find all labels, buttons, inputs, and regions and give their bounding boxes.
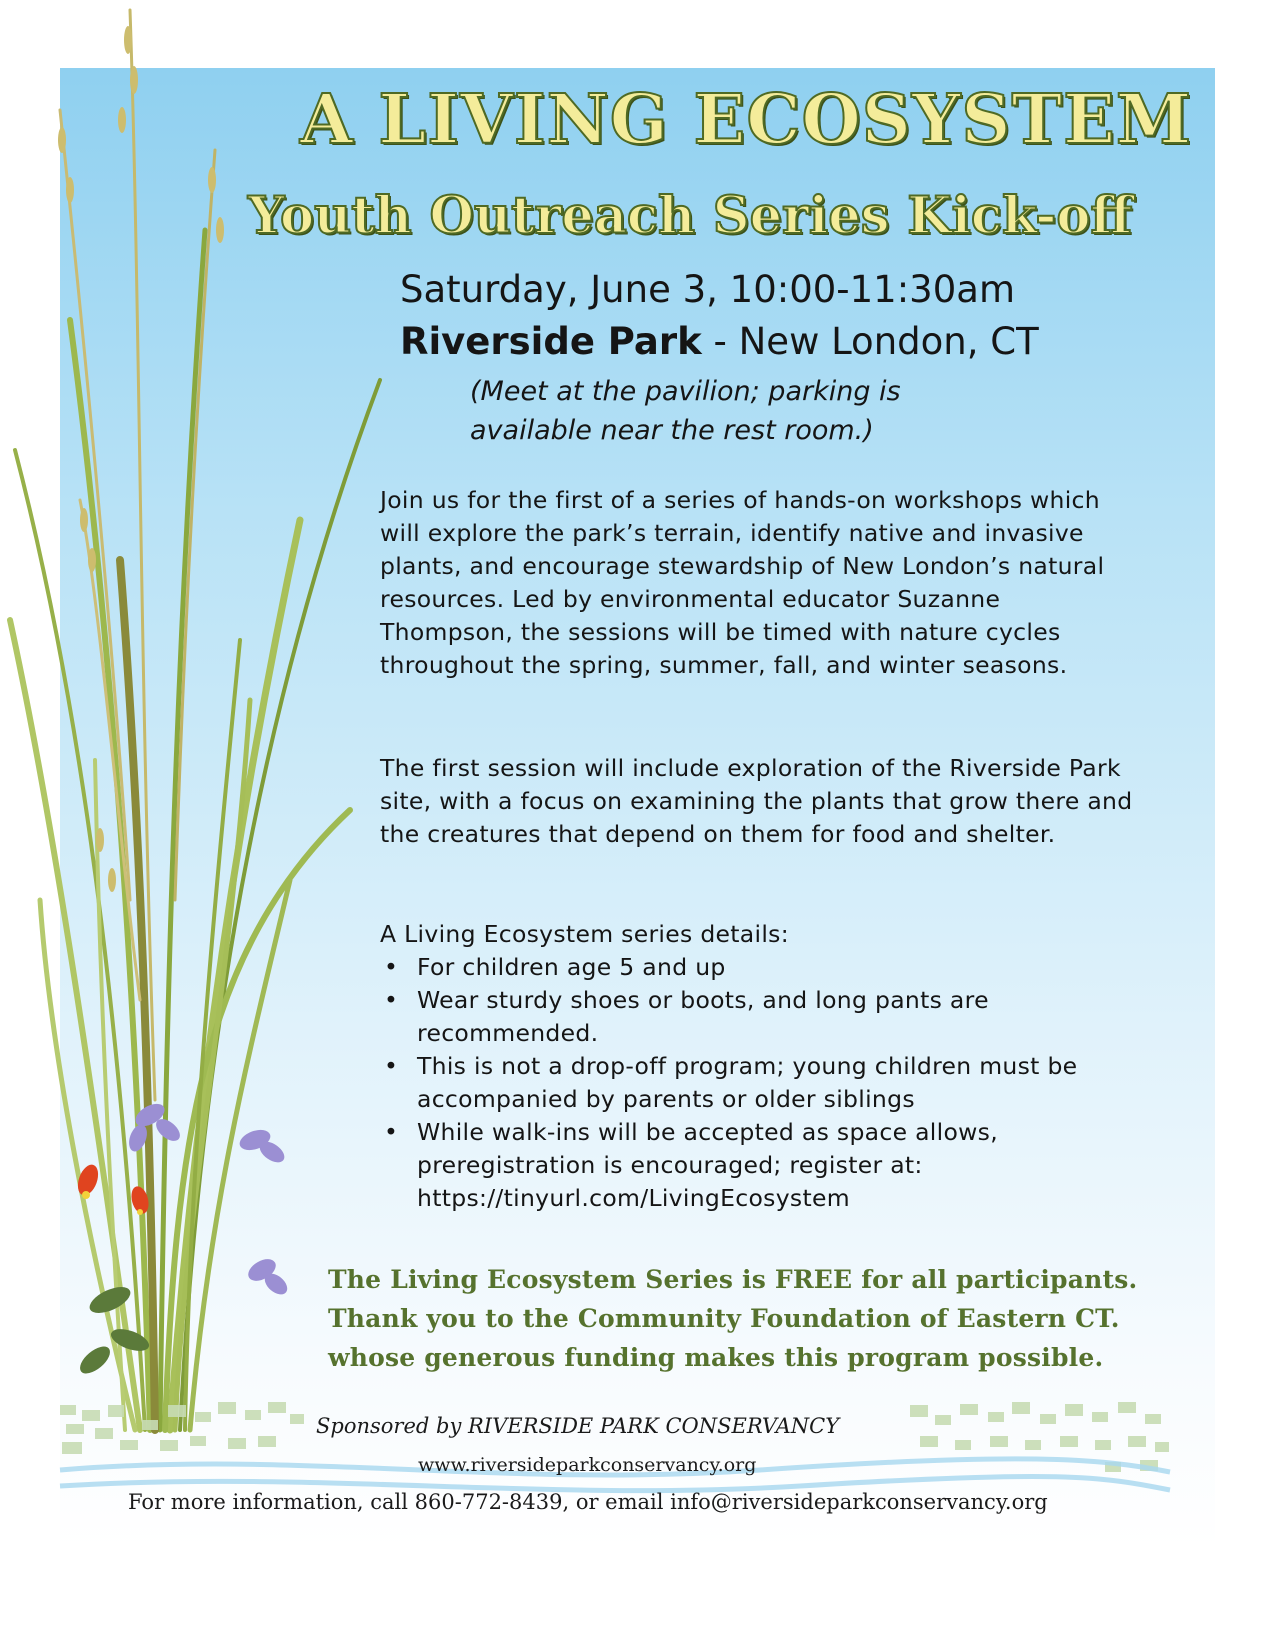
- details-item: • For children age 5 and up: [380, 951, 1140, 984]
- funding-line-1: The Living Ecosystem Series is FREE for all participants.: [328, 1265, 1138, 1294]
- page-subtitle: Youth Outreach Series Kick-off: [248, 186, 1133, 246]
- page-title: A LIVING ECOSYSTEM: [300, 80, 1193, 160]
- event-location: [400, 320, 1039, 363]
- venue-name: Riverside Park: [400, 320, 702, 363]
- details-list: [380, 951, 1140, 1215]
- description-paragraph-1: Join us for the first of a series of hands-on workshops which will explore the park’s terrain, identify native and invasive plants, and encourage stewardship of New London’s natural resources. Led by environmental educator Suzanne Thompson, the sessions will be timed with nature cycles throughout the spring, summer, fall, and winter seasons.: [380, 486, 1105, 679]
- website-link[interactable]: www.riversideparkconservancy.org: [418, 1454, 757, 1476]
- event-date-time: Saturday, June 3, 10:00-11:30am: [400, 268, 1015, 311]
- venue-separator: -: [701, 320, 739, 363]
- funding-line-3: whose generous funding makes this program possible.: [328, 1343, 1104, 1372]
- description-paragraph-2: The first session will include exploration of the Riverside Park site, with a focus on examining the plants that grow there and the creatures that depend on them for food and shelter.: [380, 754, 1133, 848]
- contact-line: For more information, call 860-772-8439, or email info@riversideparkconservancy.org: [128, 1490, 1048, 1514]
- details-heading: A Living Ecosystem series details:: [380, 920, 789, 948]
- funding-note: [328, 1260, 1208, 1377]
- details-item: • While walk-ins will be accepted as space allows, preregistration is encouraged; register at: https://tinyurl.com/LivingEcosystem: [380, 1116, 1140, 1215]
- meeting-note: (Meet at the pavilion; parking is available near the rest room.): [470, 376, 901, 446]
- funding-line-2: Thank you to the Community Foundation of Eastern CT.: [328, 1304, 1120, 1333]
- details-item: • Wear sturdy shoes or boots, and long pants are recommended.: [380, 984, 1140, 1050]
- sponsor-line: Sponsored by RIVERSIDE PARK CONSERVANCY: [316, 1414, 840, 1438]
- venue-city: New London, CT: [738, 320, 1039, 363]
- details-item: • This is not a drop-off program; young children must be accompanied by parents or older siblings: [380, 1050, 1140, 1116]
